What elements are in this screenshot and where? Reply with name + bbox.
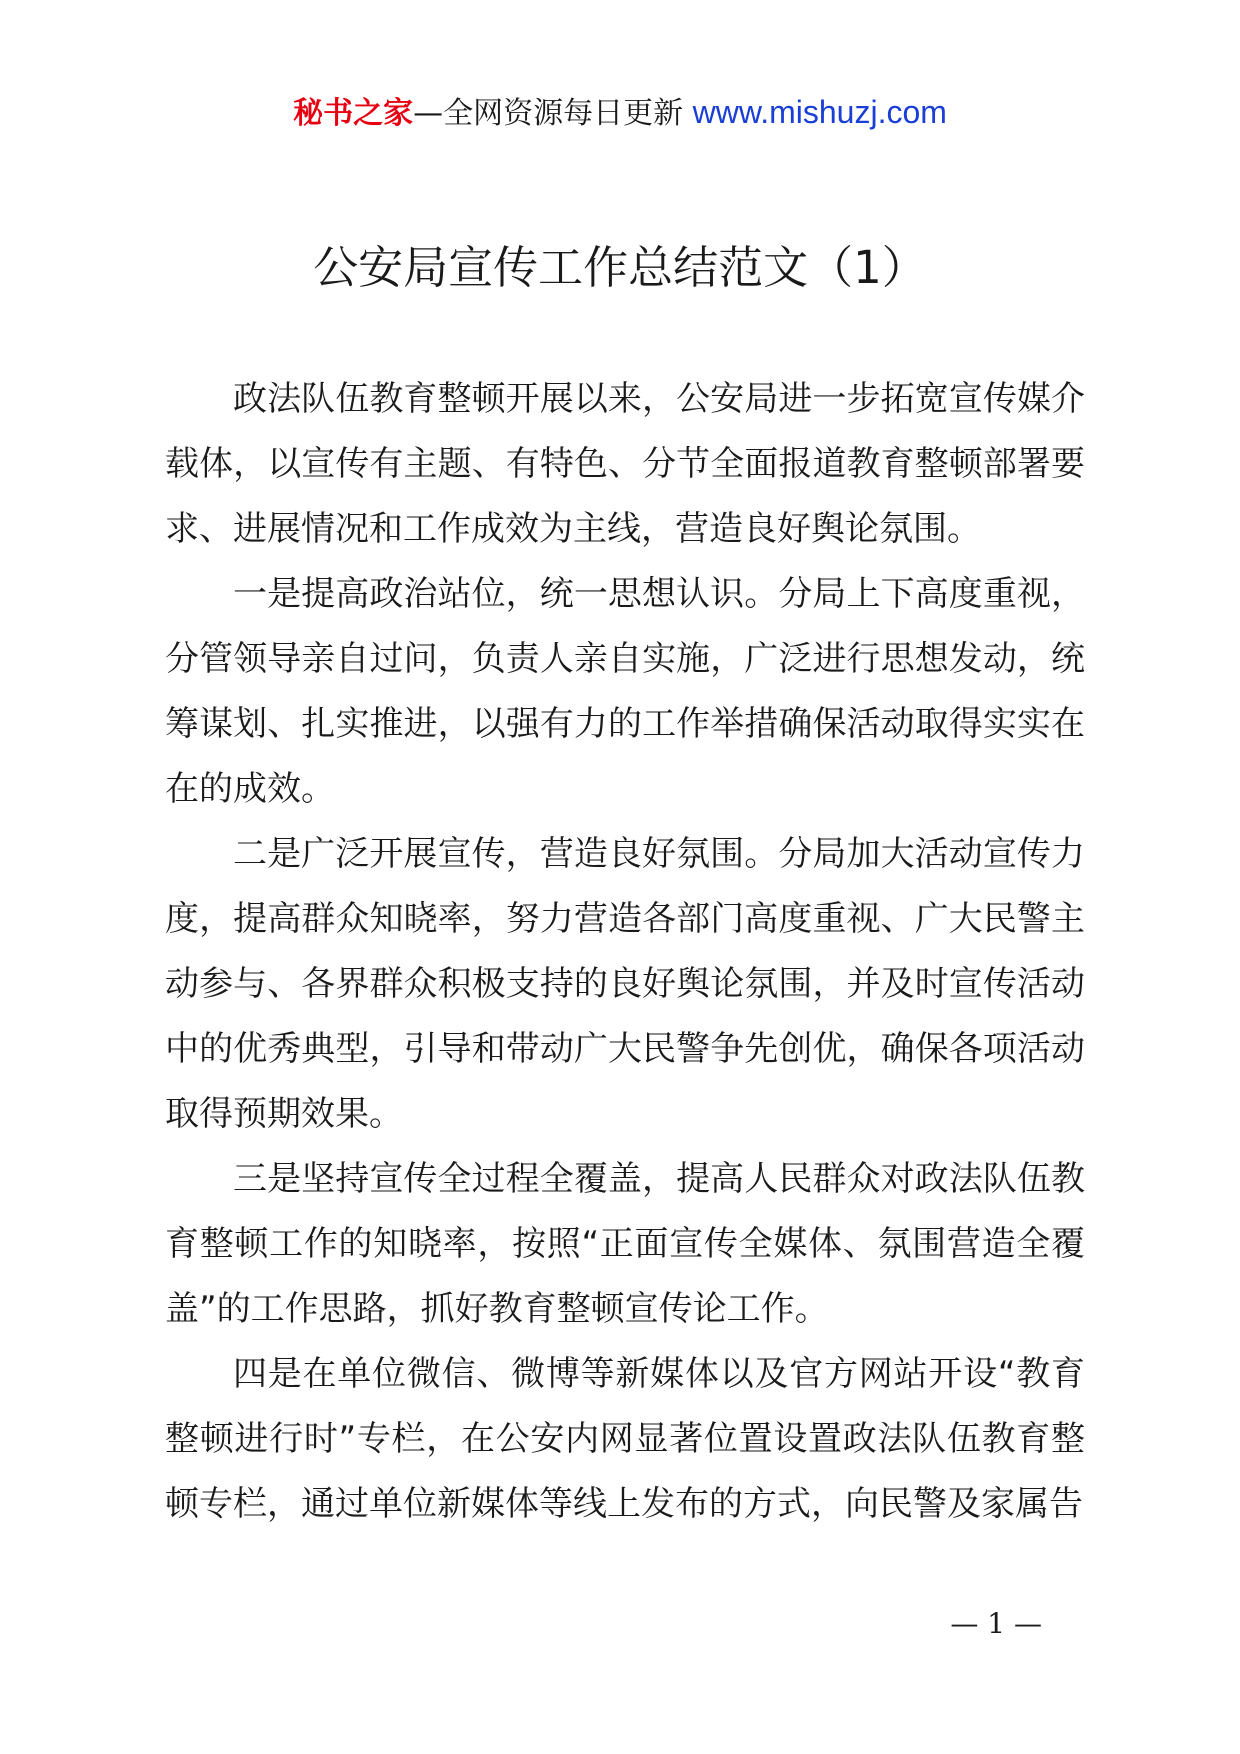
site-tagline: —全网资源每日更新 <box>413 96 684 131</box>
site-url[interactable]: www.mishuzj.com <box>692 94 947 130</box>
page-footer <box>0 1604 1240 1644</box>
site-brand: 秘书之家 <box>293 96 414 131</box>
paragraph-intro: 政法队伍教育整顿开展以来，公安局进一步拓宽宣传媒介载体，以宣传有主题、有特色、分节全面报道教育整顿部署要求、进展情况和工作成效为主线，营造良好舆论氛围。 <box>165 379 1085 549</box>
site-header <box>0 92 1240 134</box>
document-body <box>165 367 1085 1537</box>
page-number: — 1 — <box>950 1607 1042 1640</box>
paragraph-point-2: 二是广泛开展宣传，营造良好氛围。分局加大活动宣传力度，提高群众知晓率，努力营造各部门高度重视、广大民警主动参与、各界群众积极支持的良好舆论氛围，并及时宣传活动中的优秀典型，引导和带动广大民警争先创优，确保各项活动取得预期效果。 <box>165 834 1085 1134</box>
paragraph-point-3: 三是坚持宣传全过程全覆盖，提高人民群众对政法队伍教育整顿工作的知晓率，按照“正面宣传全媒体、氛围营造全覆盖”的工作思路，抓好教育整顿宣传论工作。 <box>165 1159 1085 1329</box>
document-title: 公安局宣传工作总结范文（1） <box>313 241 927 294</box>
paragraph-point-4: 四是在单位微信、微博等新媒体以及官方网站开设“教育整顿进行时”专栏，在公安内网显著位置设置政法队伍教育整顿专栏，通过单位新媒体等线上发布的方式，向民警及家属告 <box>165 1354 1085 1524</box>
paragraph-point-1: 一是提高政治站位，统一思想认识。分局上下高度重视，分管领导亲自过问，负责人亲自实施，广泛进行思想发动，统筹谋划、扎实推进，以强有力的工作举措确保活动取得实实在在的成效。 <box>165 574 1085 809</box>
